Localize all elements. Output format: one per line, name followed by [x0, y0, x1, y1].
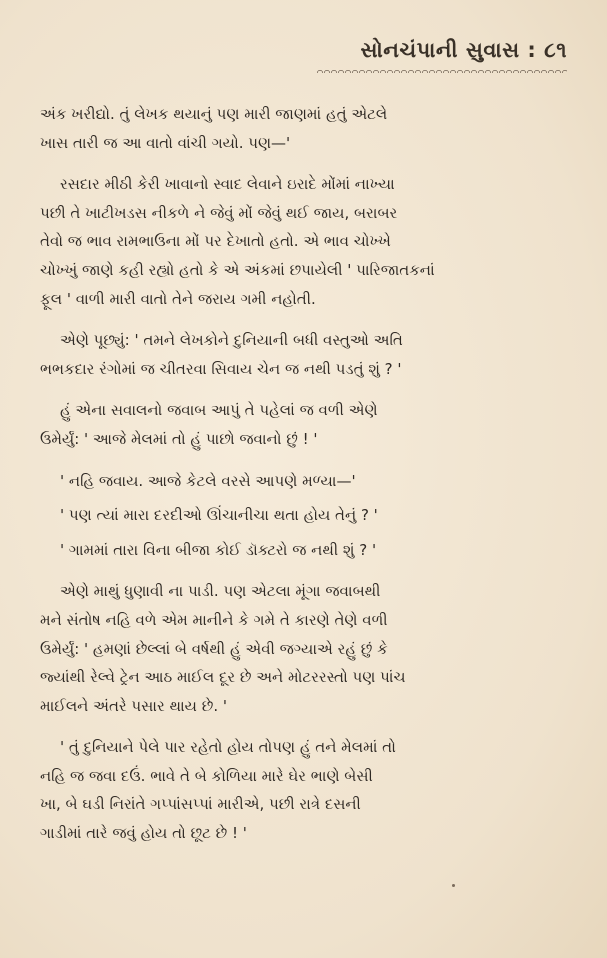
text-line: ખા, બે ઘડી નિરાંતે ગપ્પાંસપ્પાં મારીએ, પછી રાત્રે દસની — [40, 795, 361, 814]
header-wavy-rule — [317, 67, 567, 73]
text-line: ' ગામમાં તારા વિના બીજા કોઈ ડૉક્ટરો જ નથી શું ? ' — [60, 540, 377, 559]
text-line: ' પણ ત્યાં મારા દરદીઓ ઊંચાનીચા થતા હોય તેનું ? ' — [60, 506, 378, 525]
paragraph-4 — [40, 396, 570, 453]
text-line: નહિ જ જવા દઉં. ભાવે તે બે કોળિયા મારે ઘેર ભાણે બેસી — [40, 766, 373, 785]
text-line: માઈલને અંતરે પસાર થાય છે. ' — [40, 696, 227, 715]
text-line: ' તું દુનિયાને પેલે પાર રહેતો હોય તોપણ હું તને મેલમાં તો — [60, 738, 396, 757]
text-line: ઉમેર્યું: ' હમણાં છેલ્લાં બે વર્ષથી હું એવી જગ્યાએ રહું છું કે — [40, 639, 388, 658]
text-line: હું એના સવાલનો જવાબ આપું તે પહેલાં જ વળી એણે — [60, 401, 378, 420]
paragraph-9 — [40, 733, 570, 847]
text-line: જ્યાંથી રેલ્વે ટ્રેન આઠ માઈલ દૂર છે અને મોટરરસ્તો પણ પાંચ — [40, 668, 406, 687]
paragraph-7 — [40, 536, 570, 565]
text-line: ખાસ તારી જ આ વાતો વાંચી ગયો. પણ—' — [40, 133, 291, 152]
text-line: ગાડીમાં તારે જવું હોય તો છૂટ છે ! ' — [40, 824, 247, 843]
text-line: ભભકદાર રંગોમાં જ ચીતરવા સિવાય ચેન જ નથી પડતું શું ? ' — [40, 359, 402, 378]
paragraph-6 — [40, 501, 570, 530]
text-line: ઉમેર્યું: ' આજે મેલમાં તો હું પાછો જવાનો છું ! ' — [40, 429, 318, 448]
text-line: રસદાર મીઠી કેરી ખાવાનો સ્વાદ લેવાને ઇરાદે મોંમાં નાખ્યા — [60, 175, 395, 194]
page-speck — [452, 884, 455, 887]
text-line: ચોખ્ખું જાણે કહી રહ્યો હતો કે એ અંકમાં છપાયેલી ' પારિજાતકનાં — [40, 260, 435, 279]
text-line: તેવો જ ભાવ રામભાઉના મોં પર દેખાતો હતો. એ ભાવ ચોખ્ખે — [40, 232, 391, 251]
paragraph-2 — [40, 170, 570, 313]
paragraph-5 — [40, 467, 570, 496]
text-line: એણે માથું ધુણાવી ના પાડી. પણ એટલા મૂંગા જવાબથી — [60, 582, 381, 601]
paragraph-3 — [40, 326, 570, 383]
paragraph-1 — [40, 100, 570, 157]
text-line: પછી તે ખાટીખડસ નીકળે ને જેવું મોં જેવું થઈ જાય, બરાબર — [40, 203, 398, 222]
text-line: ' નહિ જવાય. આજે કેટલે વરસે આપણે મળ્યા—' — [60, 471, 356, 490]
text-line: અંક ખરીદ્યો. તું લેખક થયાનું પણ મારી જાણમાં હતું એટલે — [40, 105, 388, 123]
paragraph-8 — [40, 577, 570, 720]
text-line: એણે પૂછ્યું: ' તમને લેખકોને દુનિયાની બધી વસ્તુઓ અતિ — [60, 331, 403, 350]
text-line: ફૂલ ' વાળી મારી વાતો તેને જરાય ગમી નહોતી. — [40, 289, 316, 308]
running-header — [317, 38, 567, 73]
body-text — [40, 100, 570, 861]
header-title: સોનચંપાની સુવાસ : ૮૧ — [360, 38, 567, 62]
text-line: મને સંતોષ નહિ વળે એમ માનીને કે ગમે તે કારણે તેણે વળી — [40, 610, 388, 629]
